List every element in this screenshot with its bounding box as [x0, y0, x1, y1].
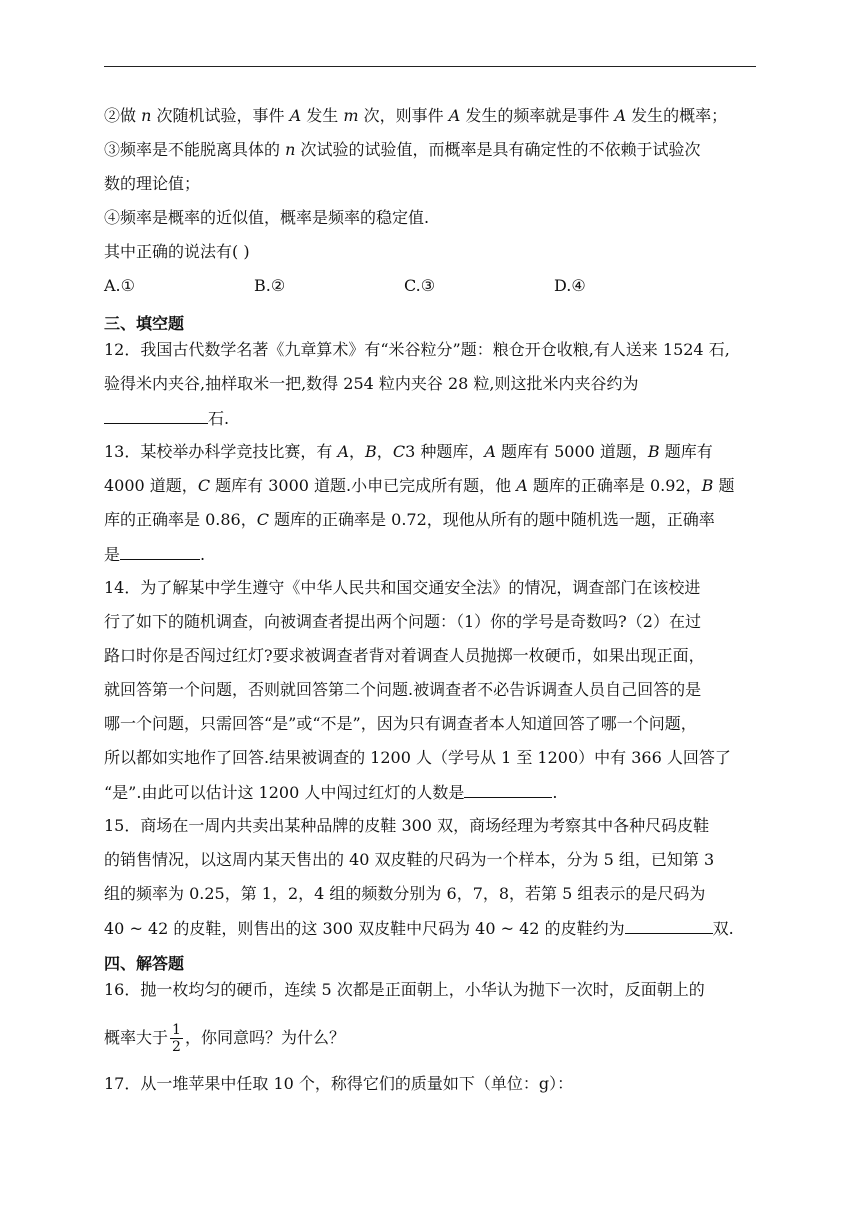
- q17-line-1: 17．从一堆苹果中任取 10 个，称得它们的质量如下（单位：g）：: [104, 1074, 574, 1093]
- q13-line-2: 4000 道题，C 题库有 3000 道题.小申已完成所有题，他 A 题库的正确率是 0.92，B 题: [104, 476, 735, 495]
- q11-option-d: D.④: [554, 276, 586, 295]
- q14-line-6: 所以都如实地作了回答.结果被调查的 1200 人（学号从 1 至 1200）中有 366 人回答了: [104, 748, 731, 767]
- q14-line-3: 路口时你是否闯过红灯?要求被调查者背对着调查人员抛掷一枚硬币，如果出现正面，: [104, 646, 705, 665]
- q14-line-1: 14．为了解某中学生遵守《中华人民共和国交通安全法》的情况，调查部门在该校进: [104, 578, 701, 597]
- q16-line-2: 概率大于 $\frac{1}{2}$ ，你同意吗？为什么？: [104, 1022, 345, 1055]
- q13-answer-blank[interactable]: [120, 544, 200, 560]
- fraction-one-half: $\frac{1}{2}$: [172, 1022, 181, 1055]
- q11-option-c: C.③: [404, 276, 436, 295]
- q11-statement-4: ④频率是概率的近似值，概率是频率的稳定值.: [104, 208, 430, 227]
- q15-line-3: 组的频率为 0.25，第 1，2，4 组的频数分别为 6，7，8，若第 5 组表示的是尺码为: [104, 884, 706, 903]
- q12-line-3: 石.: [104, 408, 229, 429]
- q14-line-2: 行了如下的随机调查，向被调查者提出两个问题：（1）你的学号是奇数吗?（2）在过: [104, 612, 701, 631]
- q14-answer-blank[interactable]: [464, 782, 552, 798]
- q16-line-1: 16．抛一枚均匀的硬币，连续 5 次都是正面朝上，小华认为抛下一次时，反面朝上的: [104, 980, 705, 999]
- header-rule: [104, 66, 756, 67]
- q14-line-4: 就回答第一个问题，否则就回答第二个问题.被调查者不必告诉调查人员自己回答的是: [104, 680, 702, 699]
- q15-line-1: 15．商场在一周内共卖出某种品牌的皮鞋 300 双，商场经理为考察其中各种尺码皮鞋: [104, 816, 710, 835]
- section-heading-fill-in: 三、填空题: [104, 314, 185, 333]
- q11-statement-2: ②做 n 次随机试验，事件 A 发生 m 次，则事件 A 发生的频率就是事件 A 发生的概率；: [104, 106, 728, 125]
- q15-answer-blank[interactable]: [625, 918, 713, 934]
- q14-line-7: “是”.由此可以估计这 1200 人中闯过红灯的人数是 .: [104, 783, 558, 802]
- q11-option-b: B.②: [254, 276, 286, 295]
- q14-line-5: 哪一个问题，只需回答“是”或“不是”，因为只有调查者本人知道回答了哪一个问题，: [104, 714, 697, 733]
- q11-prompt: 其中正确的说法有( ): [104, 242, 250, 261]
- q12-answer-blank[interactable]: [104, 408, 208, 424]
- q15-line-2: 的销售情况，以这周内某天售出的 40 双皮鞋的尺码为一个样本，分为 5 组，已知第 3: [104, 850, 715, 869]
- q13-line-1: 13．某校举办科学竞技比赛，有 A，B，C3 种题库，A 题库有 5000 道题，B 题库有: [104, 442, 713, 461]
- q13-line-4: 是 .: [104, 545, 206, 564]
- q15-line-4: 40 ~ 42 的皮鞋，则售出的这 300 双皮鞋中尺码为 40 ~ 42 的皮鞋约为 双.: [104, 919, 734, 938]
- q13-line-3: 库的正确率是 0.86，C 题库的正确率是 0.72，现他从所有的题中随机选一题，正确率: [104, 510, 715, 529]
- q11-option-a: A.①: [104, 276, 135, 295]
- q11-statement-3-cont: 数的理论值；: [104, 174, 201, 193]
- q12-line-1: 12．我国古代数学名著《九章算术》有“米谷粒分”题：粮仓开仓收粮,有人送来 1524 石,: [104, 340, 730, 359]
- section-heading-solve: 四、解答题: [104, 954, 185, 973]
- q12-line-2: 验得米内夹谷,抽样取米一把,数得 254 粒内夹谷 28 粒,则这批米内夹谷约为: [104, 374, 639, 393]
- q11-statement-3: ③频率是不能脱离具体的 n 次试验的试验值，而概率是具有确定性的不依赖于试验次: [104, 140, 701, 159]
